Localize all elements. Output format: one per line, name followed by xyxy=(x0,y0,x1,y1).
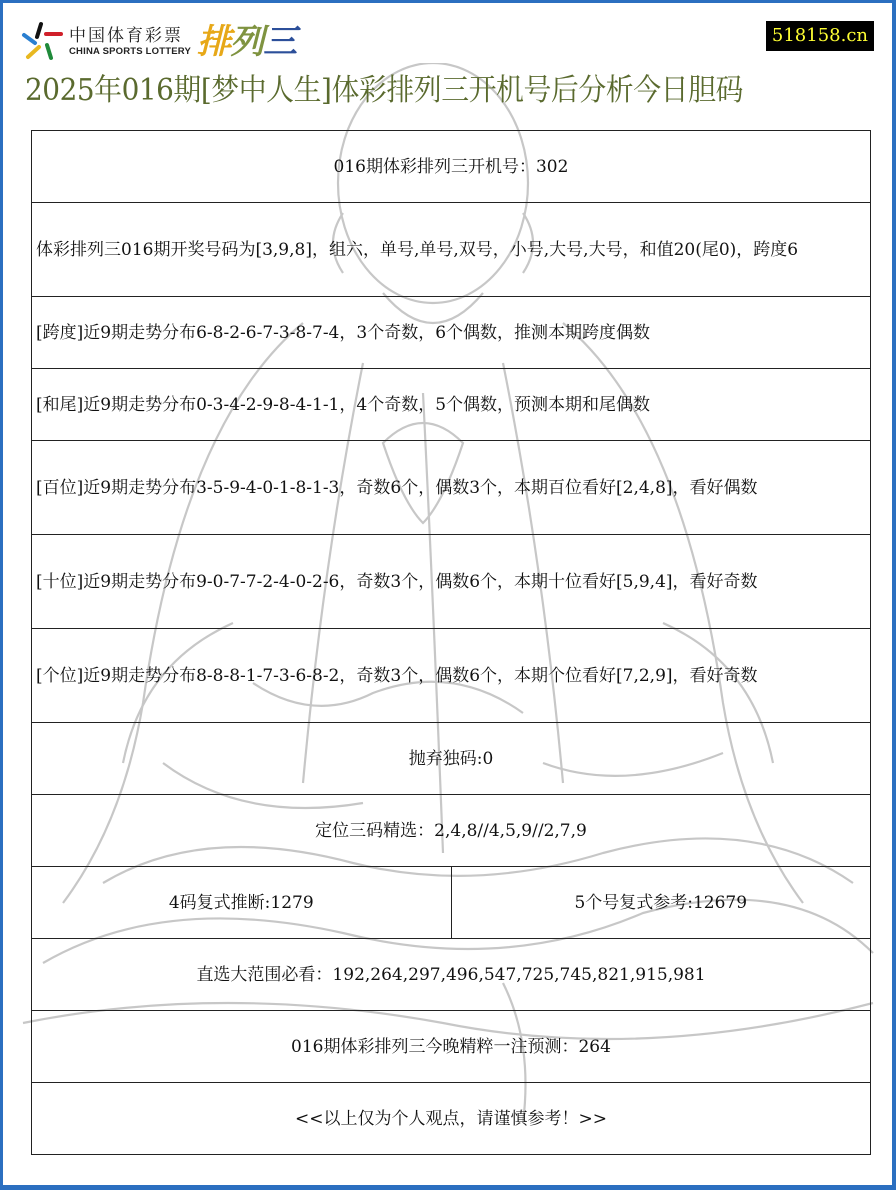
draw-result-cell: 016期体彩排列三开机号：302 xyxy=(32,131,871,203)
brand-char-2: 列 xyxy=(230,22,264,62)
tens-trend-cell: [十位]近9期走势分布9-0-7-7-2-4-0-2-6，奇数3个，偶数6个，本期十位看好[5,9,4]，看好奇数 xyxy=(32,535,871,629)
site-domain-badge[interactable]: 518158.cn xyxy=(766,21,874,51)
table-row xyxy=(32,1083,871,1155)
direct-range-cell: 直选大范围必看：192,264,297,496,547,725,745,821,915,981 xyxy=(32,939,871,1011)
sum-tail-trend-cell: [和尾]近9期走势分布0-3-4-2-9-8-4-1-1，4个奇数，5个偶数，预测本期和尾偶数 xyxy=(32,369,871,441)
site-header xyxy=(3,3,892,65)
analysis-table xyxy=(31,130,871,1155)
china-sports-lottery-logo[interactable] xyxy=(21,21,296,63)
table-row xyxy=(32,297,871,369)
table-row xyxy=(32,131,871,203)
discard-number-cell: 抛弃独码:0 xyxy=(32,723,871,795)
units-trend-cell: [个位]近9期走势分布8-8-8-1-7-3-6-8-2，奇数3个，偶数6个，本期个位看好[7,2,9]，看好奇数 xyxy=(32,629,871,723)
single-prediction-cell: 016期体彩排列三今晚精粹一注预测：264 xyxy=(32,1011,871,1083)
table-row xyxy=(32,441,871,535)
brand-char-1: 排 xyxy=(197,22,231,62)
table-row xyxy=(32,723,871,795)
table-row xyxy=(32,1011,871,1083)
position-picks-cell: 定位三码精选：2,4,8//4,5,9//2,7,9 xyxy=(32,795,871,867)
page-title: 2025年016期[梦中人生]体彩排列三开机号后分析今日胆码 xyxy=(25,73,743,108)
logo-text xyxy=(69,26,191,58)
lottery-star-icon xyxy=(21,21,63,63)
table-row xyxy=(32,203,871,297)
table-row xyxy=(32,867,871,939)
table-row xyxy=(32,629,871,723)
table-row xyxy=(32,369,871,441)
brand-char-3: 三 xyxy=(263,22,297,62)
logo-en-name: CHINA SPORTS LOTTERY xyxy=(69,46,192,57)
logo-cn-name: 中国体育彩票 xyxy=(69,26,183,46)
hundreds-trend-cell: [百位]近9期走势分布3-5-9-4-0-1-8-1-3，奇数6个，偶数3个，本期百位看好[2,4,8]，看好偶数 xyxy=(32,441,871,535)
pailie3-brand xyxy=(197,23,296,61)
five-code-cell: 5个号复式参考:12679 xyxy=(451,867,871,939)
disclaimer-cell: <<以上仅为个人观点，请谨慎参考！>> xyxy=(32,1083,871,1155)
four-code-cell: 4码复式推断:1279 xyxy=(32,867,452,939)
span-trend-cell: [跨度]近9期走势分布6-8-2-6-7-3-8-7-4，3个奇数，6个偶数，推测本期跨度偶数 xyxy=(32,297,871,369)
draw-summary-cell: 体彩排列三016期开奖号码为[3,9,8]，组六，单号,单号,双号，小号,大号,大号，和值20(尾0)，跨度6 xyxy=(32,203,871,297)
table-row xyxy=(32,795,871,867)
table-row xyxy=(32,939,871,1011)
table-row xyxy=(32,535,871,629)
